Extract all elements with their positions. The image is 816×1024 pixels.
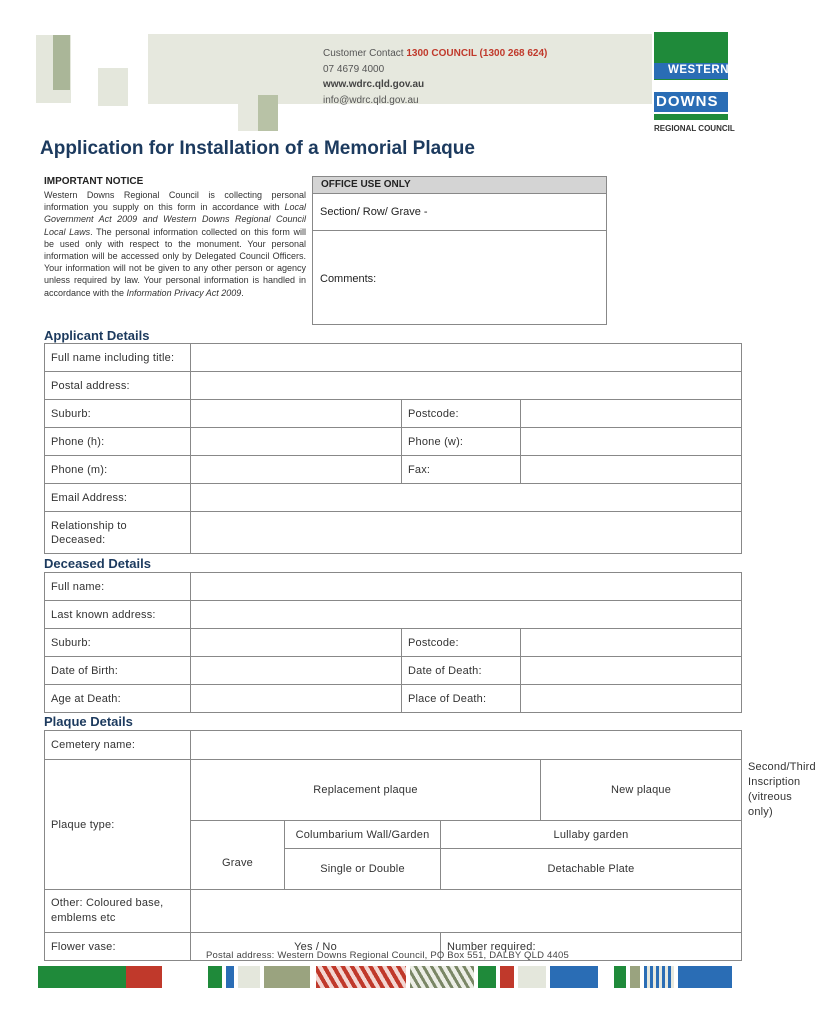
notice-law-2: Information Privacy Act 2009 xyxy=(126,287,242,298)
label-plaque-type: Plaque type: xyxy=(45,760,191,890)
applicant-table xyxy=(44,343,742,554)
label-other: Other: Coloured base, emblems etc xyxy=(45,890,191,933)
table-row xyxy=(45,657,742,685)
input-last-address[interactable] xyxy=(191,601,742,629)
page-title: Application for Installation of a Memorial Plaque xyxy=(40,138,475,159)
label-fax: Fax: xyxy=(402,456,521,484)
footer-bar xyxy=(518,966,546,988)
email: info@wdrc.qld.gov.au xyxy=(323,94,419,106)
notice-text-3: . xyxy=(241,287,244,298)
table-row xyxy=(45,400,742,428)
office-use-box xyxy=(312,176,607,325)
input-suburb[interactable] xyxy=(191,400,402,428)
input-deceased-suburb[interactable] xyxy=(191,629,402,657)
option-new[interactable]: New plaque xyxy=(541,760,742,821)
footer-bar xyxy=(38,966,126,988)
label-age: Age at Death: xyxy=(45,685,191,713)
label-dod: Date of Death: xyxy=(402,657,521,685)
label-phone-w: Phone (w): xyxy=(402,428,521,456)
input-deceased-postcode[interactable] xyxy=(521,629,742,657)
table-row xyxy=(45,456,742,484)
contact-label: Customer Contact xyxy=(323,48,404,59)
label-cemetery: Cemetery name: xyxy=(45,731,191,760)
logo-downs: DOWNS xyxy=(654,92,728,112)
website: www.wdrc.qld.gov.au xyxy=(323,79,425,90)
input-phone-h[interactable] xyxy=(191,428,402,456)
table-row xyxy=(45,890,742,933)
label-deceased-suburb: Suburb: xyxy=(45,629,191,657)
label-vase: Flower vase: xyxy=(45,933,191,961)
label-email: Email Address: xyxy=(45,484,191,512)
office-section-field[interactable] xyxy=(313,194,606,231)
option-lullaby[interactable]: Lullaby garden xyxy=(441,821,742,849)
label-number-required: Number required: xyxy=(447,940,536,953)
footer-bar xyxy=(678,966,732,988)
option-columbarium[interactable]: Columbarium Wall/Garden xyxy=(285,821,441,849)
footer-bar xyxy=(500,966,514,988)
label-last-address: Last known address: xyxy=(45,601,191,629)
contact-block xyxy=(323,46,547,108)
notice-text-1: Western Downs Regional Council is collecting personal information you supply on this form in accordance with xyxy=(44,190,306,213)
option-detachable[interactable]: Detachable Plate xyxy=(441,849,742,890)
input-place[interactable] xyxy=(521,685,742,713)
footer-bar xyxy=(478,966,496,988)
label-deceased-postcode: Postcode: xyxy=(402,629,521,657)
table-row xyxy=(45,629,742,657)
plaque-table xyxy=(44,730,816,961)
phone-secondary: 07 4679 4000 xyxy=(323,63,385,75)
header-decor xyxy=(258,95,278,131)
logo-western: WESTERN xyxy=(668,64,729,76)
footer-bar xyxy=(238,966,260,988)
input-other[interactable] xyxy=(191,890,742,933)
footer-bar xyxy=(226,966,234,988)
input-age[interactable] xyxy=(191,685,402,713)
table-row xyxy=(45,428,742,456)
input-fax[interactable] xyxy=(521,456,742,484)
footer-bar xyxy=(614,966,626,988)
contact-phone: 1300 COUNCIL (1300 268 624) xyxy=(406,48,548,59)
option-yes-no[interactable]: Yes / No xyxy=(191,933,441,961)
table-row xyxy=(45,344,742,372)
table-row: Plaque type: Replacement plaque New plaque Second/Third Inscription (vitreous only) xyxy=(45,760,742,821)
input-phone-w[interactable] xyxy=(521,428,742,456)
input-cemetery[interactable] xyxy=(191,731,742,760)
office-section-label: Section/ Row/ Grave - xyxy=(320,206,428,218)
table-row xyxy=(45,484,742,512)
input-dob[interactable] xyxy=(191,657,402,685)
footer-bar xyxy=(126,966,162,988)
applicant-heading: Applicant Details xyxy=(44,328,150,343)
footer-bar xyxy=(550,966,598,988)
label-phone-h: Phone (h): xyxy=(45,428,191,456)
label-relationship: Relationship to Deceased: xyxy=(45,512,191,554)
input-dod[interactable] xyxy=(521,657,742,685)
input-postcode[interactable] xyxy=(521,400,742,428)
input-email[interactable] xyxy=(191,484,742,512)
footer-bar xyxy=(644,966,674,988)
table-row xyxy=(45,731,742,760)
deceased-heading: Deceased Details xyxy=(44,556,151,571)
option-single-double[interactable]: Single or Double xyxy=(285,849,441,890)
input-postal[interactable] xyxy=(191,372,742,400)
input-full-name[interactable] xyxy=(191,344,742,372)
input-relationship[interactable] xyxy=(191,512,742,554)
footer-bar xyxy=(630,966,640,988)
office-comments-label: Comments: xyxy=(320,273,377,285)
notice-text-2: . The personal information collected on this form will be used only with respect to the monument. Your personal information will be accessed only by Delegated Council Officers. Your information will not be given to any other person or agency unless required by law. Your personal information is handled in accordance with the xyxy=(44,226,307,298)
notice-text xyxy=(44,189,306,299)
office-title: OFFICE USE ONLY xyxy=(313,177,606,194)
footer-bar xyxy=(208,966,222,988)
input-phone-m[interactable] xyxy=(191,456,402,484)
deceased-table xyxy=(44,572,742,713)
logo-line xyxy=(654,114,728,120)
notice-law-1: Local Government Act 2009 and Western Downs Regional Council Local Laws xyxy=(44,202,306,237)
table-row xyxy=(45,601,742,629)
table-row xyxy=(45,512,742,554)
footer-bar xyxy=(316,966,406,988)
label-postal: Postal address: xyxy=(45,372,191,400)
option-replacement[interactable]: Replacement plaque xyxy=(191,760,541,821)
logo-regional-council: REGIONAL COUNCIL xyxy=(654,124,735,133)
label-full-name: Full name including title: xyxy=(45,344,191,372)
option-grave[interactable]: Grave xyxy=(191,821,285,890)
footer-bar xyxy=(410,966,474,988)
important-notice xyxy=(44,176,306,299)
label-postcode: Postcode: xyxy=(402,400,521,428)
input-deceased-name[interactable] xyxy=(191,573,742,601)
label-place: Place of Death: xyxy=(402,685,521,713)
notice-title: IMPORTANT NOTICE xyxy=(44,176,144,187)
footer-bar xyxy=(264,966,310,988)
footer-postal: Postal address: Western Downs Regional Council, PO Box 551, DALBY QLD 4405 xyxy=(206,950,569,961)
header-decor xyxy=(53,35,70,90)
plaque-heading: Plaque Details xyxy=(44,714,133,729)
label-suburb: Suburb: xyxy=(45,400,191,428)
table-row xyxy=(45,372,742,400)
header-decor xyxy=(98,68,128,106)
label-phone-m: Phone (m): xyxy=(45,456,191,484)
label-deceased-name: Full name: xyxy=(45,573,191,601)
label-dob: Date of Birth: xyxy=(45,657,191,685)
table-row xyxy=(45,685,742,713)
table-row xyxy=(45,573,742,601)
office-comments-field[interactable] xyxy=(313,231,606,285)
